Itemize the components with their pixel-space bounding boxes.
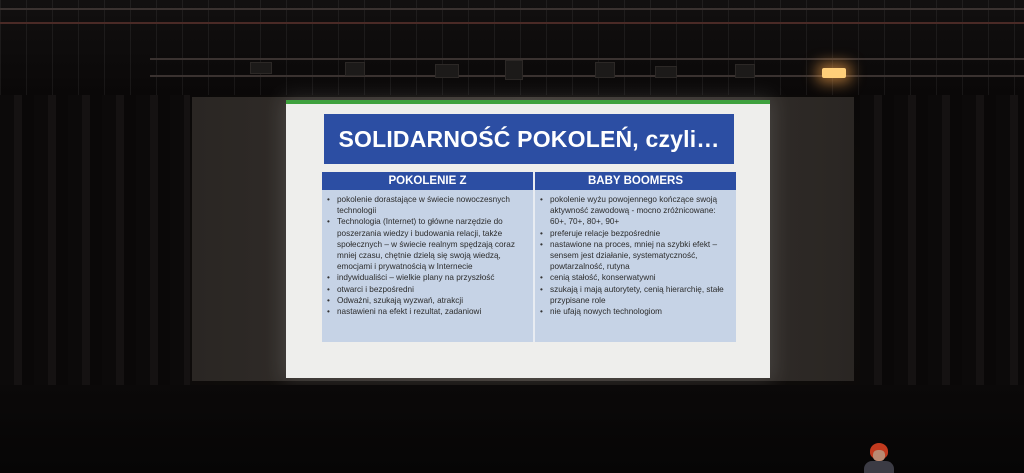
stage-lamp [250,62,272,74]
list-item: • pokolenie dorastające w świecie nowoczesnych technologii [325,194,530,216]
slide-title: SOLIDARNOŚĆ POKOLEŃ, czyli… [324,114,734,164]
list-item: • nastawione na proces, mniej na szybki efekt – sensem jest działanie, systematyczność, powtarzalność, rutyna [538,239,734,273]
stage-lighting-truss [0,0,1024,95]
truss-beam [0,8,1024,10]
list-item: • pokolenie wyżu powojennego kończące swoją aktywność zawodową - mocno zróżnicowane: 60+, 70+, 80+, 90+ [538,194,734,228]
baby-boomers-list [538,194,734,317]
list-item: • nastawieni na efekt i rezultat, zadaniowi [325,306,530,317]
list-item: • otwarci i bezpośredni [325,284,530,295]
stage-lamp [505,60,523,80]
presentation-slide [286,100,770,378]
truss-beam [0,22,1024,24]
stage-lamp [595,62,615,78]
stage-lamp [435,64,459,78]
list-item: • cenią stałość, konserwatywni [538,272,734,283]
list-item: • indywidualiści – wielkie plany na przyszłość [325,272,530,283]
truss-beam [150,75,1024,77]
stage-lamp [345,62,365,76]
pokolenie-z-list [325,194,530,317]
stage-lamp [735,64,755,78]
list-item: • szukają i mają autorytety, cenią hierarchię, stałe przypisane role [538,284,734,306]
list-item: • Odważni, szukają wyzwań, atrakcji [325,295,530,306]
comparison-table [322,172,736,342]
column-header-pokolenie-z: POKOLENIE Z [322,172,533,190]
presenter-face [873,450,885,461]
stage-lamp [655,66,677,78]
lit-stage-lamp [822,68,846,78]
list-item: • Technologia (Internet) to główne narzędzie do poszerzania wiedzy i budowania relacji, także społecznych – w świecie realnym spędzają coraz mniej czasu, chętnie dzielą się swoją wiedzą, emocjami i prywatnością w Internecie [325,216,530,272]
presenter [862,443,896,473]
list-item: • nie ufają nowych technologiom [538,306,734,317]
column-divider [533,172,535,342]
truss-beam [150,58,1024,60]
column-header-baby-boomers: BABY BOOMERS [535,172,736,190]
slide-top-bar [286,100,770,104]
presenter-body [864,461,894,473]
list-item: • preferuje relacje bezpośrednie [538,228,734,239]
